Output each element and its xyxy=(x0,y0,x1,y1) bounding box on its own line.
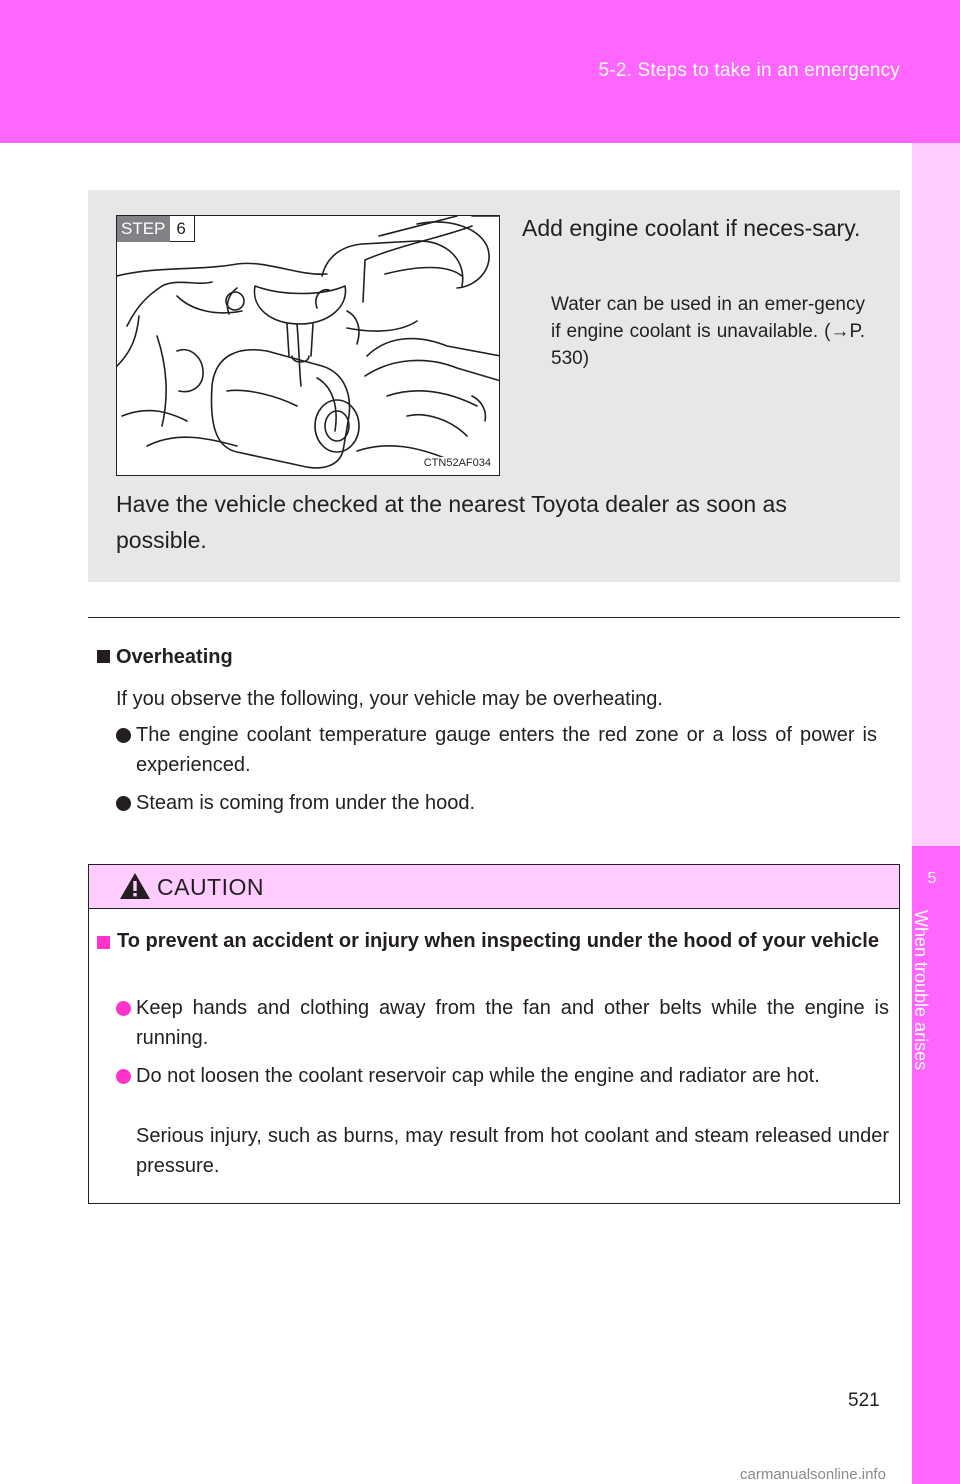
step-badge xyxy=(117,216,195,242)
step-badge-number: 6 xyxy=(170,216,194,242)
overheating-heading xyxy=(97,646,233,669)
step-badge-label: STEP xyxy=(117,216,170,242)
caution-extra: Serious injury, such as burns, may result from hot coolant and steam released under pressure. xyxy=(136,1125,889,1177)
engine-bay-drawing xyxy=(117,216,500,476)
bullet-dot-icon xyxy=(116,728,131,743)
figure-code: CTN52AF034 xyxy=(423,457,491,469)
chapter-label: When trouble arises xyxy=(911,910,931,1071)
bullet-dot-icon xyxy=(116,1001,131,1016)
overheating-bullet: The engine coolant temperature gauge enters the red zone or a loss of power is experienced. xyxy=(136,724,877,776)
caution-bullet: Do not loosen the coolant reservoir cap while the engine and radiator are hot. xyxy=(136,1065,820,1087)
overheating-bullet: Steam is coming from under the hood. xyxy=(136,792,476,814)
square-bullet-icon xyxy=(97,936,110,949)
warning-triangle-icon xyxy=(118,871,152,901)
step-instruction: Add engine coolant if neces-sary. xyxy=(522,215,861,241)
caution-bullet: Keep hands and clothing away from the fan and other belts while the engine is running. xyxy=(136,997,889,1049)
section-title: 5-2. Steps to take in an emergency xyxy=(598,60,900,81)
bullet-dot-icon xyxy=(116,796,131,811)
coolant-illustration xyxy=(116,215,500,476)
overheating-title: Overheating xyxy=(116,646,233,668)
chapter-number: 5 xyxy=(927,870,937,887)
step-footer: Have the vehicle checked at the nearest Toyota dealer as soon as possible. xyxy=(116,491,787,553)
caution-heading: To prevent an accident or injury when inspecting under the hood of your vehicle xyxy=(117,930,879,952)
caution-header xyxy=(89,865,899,909)
page-number: 521 xyxy=(848,1390,880,1411)
overheating-intro: If you observe the following, your vehicle may be overheating. xyxy=(116,688,663,710)
step-note: Water can be used in an emer-gency if engine coolant is unavailable. (→P. 530) xyxy=(551,294,865,369)
divider xyxy=(88,617,900,618)
bullet-dot-icon xyxy=(116,1069,131,1084)
square-bullet-icon xyxy=(97,650,110,663)
caution-title: CAUTION xyxy=(157,874,264,900)
watermark: carmanualsonline.info xyxy=(740,1466,886,1483)
